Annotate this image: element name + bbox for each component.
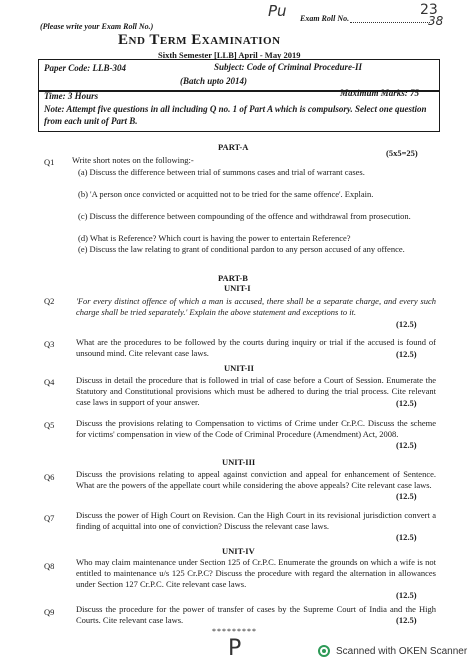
q4-marks: (12.5): [396, 398, 417, 408]
unit-1-title: UNIT-I: [224, 283, 251, 293]
time-allowed: Time: 3 Hours: [44, 91, 99, 101]
handwritten-p: P: [228, 636, 242, 661]
q8-number: Q8: [44, 561, 55, 571]
q3-number: Q3: [44, 339, 55, 349]
q1-subpart-b: (b) 'A person once convicted or acquitted not to be tried for the same offence'. Explain.: [78, 189, 374, 199]
part-a-marks: (5x5=25): [386, 148, 418, 158]
max-marks: Maximum Marks: 75: [340, 88, 420, 98]
q3-marks: (12.5): [396, 349, 417, 359]
q7-number: Q7: [44, 513, 55, 523]
q8-text: Who may claim maintenance under Section 125 of Cr.P.C. Enumerate the grounds on which a wife is not entitled to maintenance u/s 125 Cr.P.C? Discuss the procedure with regard the alternation in allowances under Section 127 Cr.P.C. Cite relevant case laws.: [76, 557, 436, 589]
exam-roll-note: (Please write your Exam Roll No.): [40, 22, 154, 31]
exam-roll-label: Exam Roll No.: [300, 14, 350, 23]
q2-text: 'For every distinct offence of which a man is accused, there shall be a separate charge, and every such charge shall be tried separately.' Explain the above statement and exceptions to it.: [76, 296, 436, 317]
q1-number: Q1: [44, 157, 55, 167]
handwritten-scribble: Pu: [268, 2, 287, 20]
oken-scanner-icon: [318, 645, 330, 657]
q9-text: Discuss the procedure for the power of transfer of cases by the Supreme Court of India and the High Courts. Cite relevant case laws.: [76, 604, 436, 625]
subject-line: Subject: Code of Criminal Procedure-II: [214, 62, 362, 72]
q8-marks: (12.5): [396, 590, 417, 600]
q1-subpart-d: (d) What is Reference? Which court is having the power to entertain Reference?: [78, 233, 351, 243]
q5-text: Discuss the provisions relating to Compensation to victims of Crime under Cr.P.C. Discuss the scheme for victims' compensation in view of the Code of Criminal Procedure (Amendment) Act, 2008.: [76, 418, 436, 439]
q3-text: What are the procedures to be followed by the courts during inquiry or trial if the accused is found of unsound mind. Cite relevant case laws.: [76, 337, 436, 358]
q1-subpart-e: (e) Discuss the law relating to grant of conditional pardon to any person accused of any offence.: [78, 244, 405, 254]
q9-marks: (12.5): [396, 615, 417, 625]
unit-4-title: UNIT-IV: [222, 546, 255, 556]
handwritten-roll-sub: 38: [428, 14, 444, 28]
handwritten-roll-digits: 23: [420, 2, 438, 18]
q5-marks: (12.5): [396, 440, 417, 450]
scanner-text: Scanned with OKEN Scanner: [336, 645, 468, 657]
q9-number: Q9: [44, 607, 55, 617]
instructions-note: Note: Attempt five questions in all including Q no. 1 of Part A which is compulsory. Select one question from each unit of Part B.: [44, 104, 427, 126]
q6-marks: (12.5): [396, 491, 417, 501]
q7-text: Discuss the power of High Court on Revision. Can the High Court in its revisional jurisdiction convert a finding of acquittal into one of conviction? Discuss the relevant case laws.: [76, 510, 436, 531]
q7-marks: (12.5): [396, 532, 417, 542]
semester-line: Sixth Semester [LLB] April - May 2019: [158, 50, 301, 60]
q2-number: Q2: [44, 296, 55, 306]
q4-number: Q4: [44, 377, 55, 387]
q6-number: Q6: [44, 472, 55, 482]
q6-text: Discuss the provisions relating to appeal against conviction and appeal for enhancement of Sentence. What are the powers of the appellate court while considering the above appeals? Cite relevant case laws.: [76, 469, 436, 490]
q5-number: Q5: [44, 420, 55, 430]
q4-text: Discuss in detail the procedure that is followed in trial of case before a Court of Session. Enumerate the Statutory and Constitutional provisions which must be adhered to during the trial process. Cite relevant case laws in support of your answer.: [76, 375, 436, 407]
q1-text: Write short notes on the following:-: [72, 155, 194, 165]
roll-number-line: [350, 22, 430, 23]
paper-code: Paper Code: LLB-304: [44, 63, 126, 73]
exam-title: End Term Examination: [118, 32, 281, 48]
part-b-title: PART-B: [218, 273, 248, 283]
q1-subpart-a: (a) Discuss the difference between trial of summons cases and trial of warrant cases.: [78, 167, 365, 177]
end-of-paper-line: *********: [212, 627, 257, 636]
batch-line: (Batch upto 2014): [180, 76, 248, 86]
scanner-watermark: [318, 645, 467, 657]
q2-marks: (12.5): [396, 319, 417, 329]
unit-3-title: UNIT-III: [222, 457, 256, 467]
part-a-title: PART-A: [218, 142, 249, 152]
unit-2-title: UNIT-II: [224, 363, 254, 373]
q1-subpart-c: (c) Discuss the difference between compounding of the offence and withdrawal from prosecution.: [78, 211, 411, 221]
